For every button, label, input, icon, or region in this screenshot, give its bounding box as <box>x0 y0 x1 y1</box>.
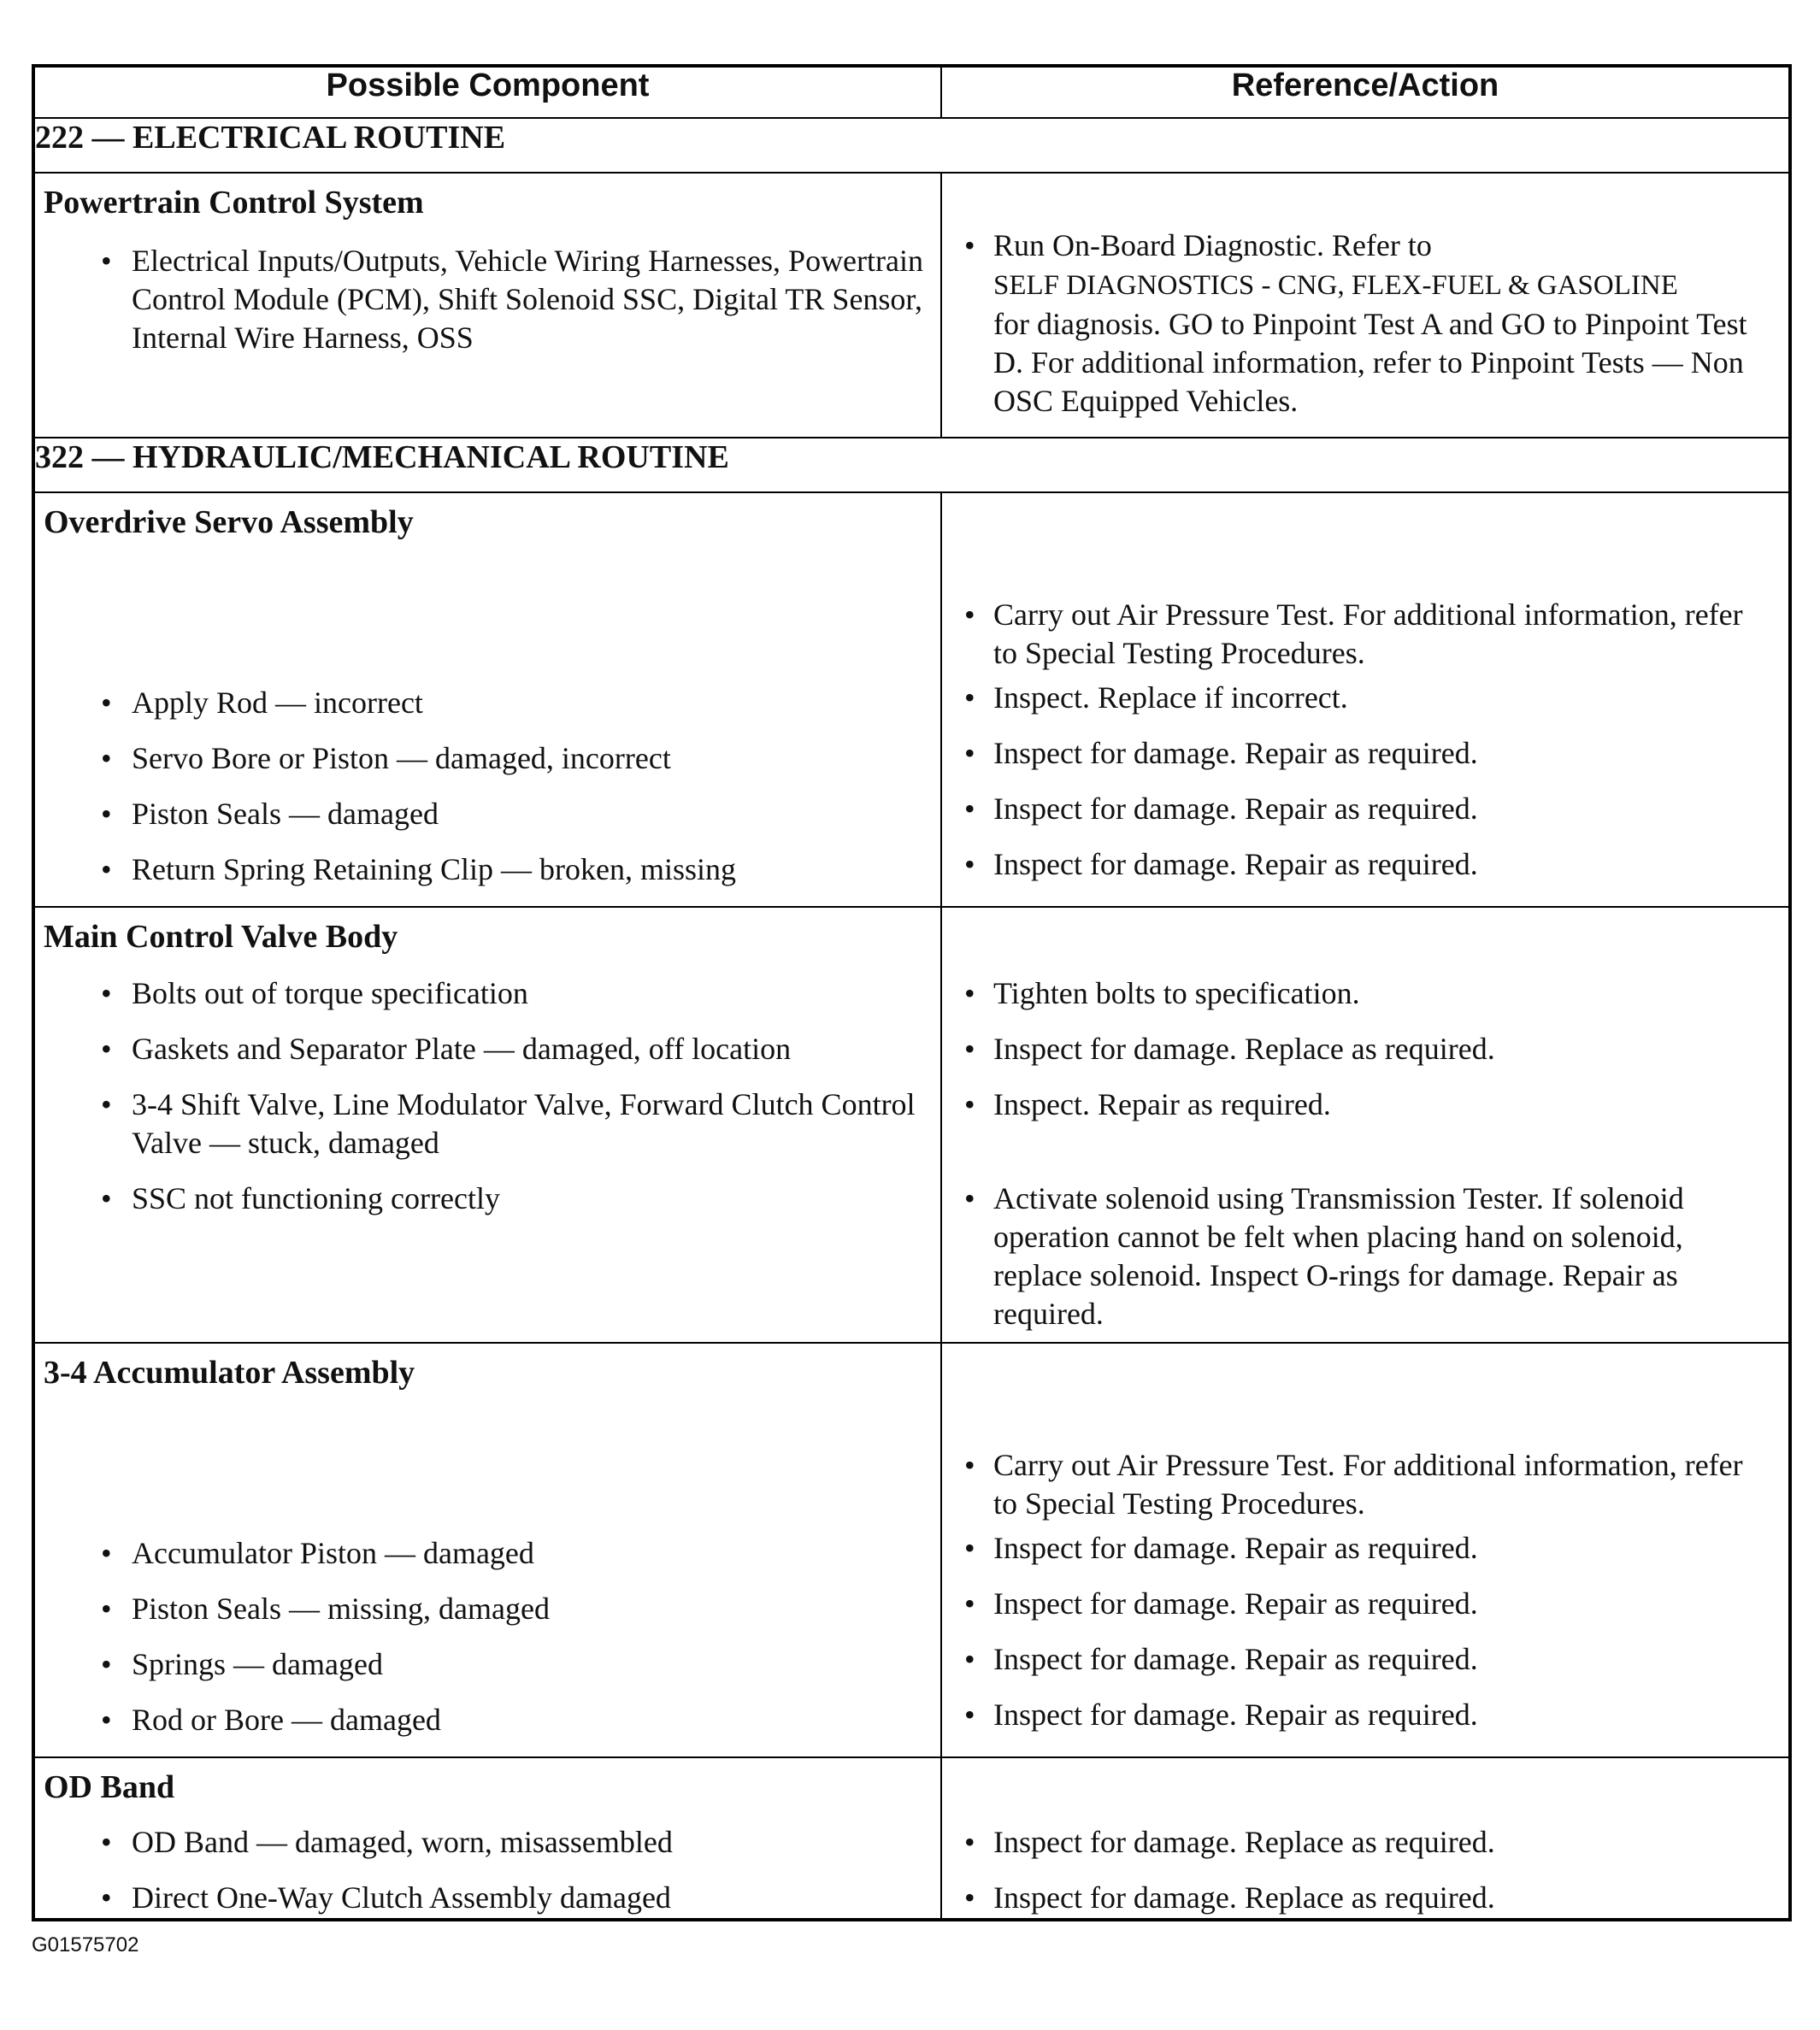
action-item: • Carry out Air Pressure Test. For additional information, refer to Special Testing Procedures. <box>942 1446 1788 1529</box>
action-item: • Inspect for damage. Repair as required. <box>942 1696 1788 1747</box>
action-cell <box>941 907 1790 1343</box>
action-item: • Inspect for damage. Replace as required. <box>942 1823 1788 1879</box>
component-cell <box>33 492 941 907</box>
component-item: • Bolts out of torque specification <box>35 974 940 1030</box>
action-item: • Inspect for damage. Repair as required. <box>942 1585 1788 1640</box>
component-item: • Piston Seals — damaged <box>35 795 940 850</box>
action-item: • Inspect for damage. Repair as required. <box>942 790 1788 845</box>
action-cell <box>941 1343 1790 1757</box>
group-title: Overdrive Servo Assembly <box>44 504 414 540</box>
action-text: for diagnosis. GO to Pinpoint Test A and GO to Pinpoint Test D. For additional information, refer to Pinpoint Tests — Non OSC Equipped Vehicles. <box>993 307 1747 418</box>
component-cell <box>33 173 941 438</box>
component-cell <box>33 1343 941 1757</box>
group-title: 3-4 Accumulator Assembly <box>44 1355 415 1391</box>
column-header-action: Reference/Action <box>941 66 1790 118</box>
action-cell <box>941 492 1790 907</box>
section-title: 322 — HYDRAULIC/MECHANICAL ROUTINE <box>33 438 1790 492</box>
component-item: • SSC not functioning correctly <box>35 1180 940 1218</box>
action-list <box>942 596 1788 897</box>
column-header-component: Possible Component <box>33 66 941 118</box>
section-title: 222 — ELECTRICAL ROUTINE <box>33 118 1790 173</box>
action-item: • Inspect for damage. Repair as required. <box>942 845 1788 897</box>
group-row <box>33 907 1790 1343</box>
component-item: • Springs — damaged <box>35 1645 940 1701</box>
component-item: • OD Band — damaged, worn, misassembled <box>35 1823 940 1879</box>
component-item: • 3-4 Shift Valve, Line Modulator Valve, Forward Clutch Control Valve — stuck, damaged <box>35 1086 940 1180</box>
action-item: • Carry out Air Pressure Test. For additional information, refer to Special Testing Procedures. <box>942 596 1788 679</box>
action-list <box>942 227 1788 421</box>
component-item: • Electrical Inputs/Outputs, Vehicle Wiring Harnesses, Powertrain Control Module (PCM), Shift Solenoid SSC, Digital TR Sensor, Internal Wire Harness, OSS <box>35 242 940 357</box>
component-cell <box>33 907 941 1343</box>
component-list <box>35 1823 940 1917</box>
action-item <box>942 227 1788 421</box>
group-row <box>33 173 1790 438</box>
component-list <box>35 1534 940 1756</box>
action-cell <box>941 173 1790 438</box>
component-item: • Rod or Bore — damaged <box>35 1701 940 1756</box>
action-item: • Activate solenoid using Transmission Tester. If solenoid operation cannot be felt when placing hand on solenoid, replace solenoid. Inspect O-rings for damage. Repair as required. <box>942 1180 1788 1333</box>
action-item: • Inspect for damage. Replace as required. <box>942 1030 1788 1086</box>
figure-id: G01575702 <box>32 1933 139 1956</box>
table-header-row <box>33 66 1790 118</box>
group-title: OD Band <box>44 1769 175 1805</box>
action-cell <box>941 1757 1790 1920</box>
action-list <box>942 1446 1788 1747</box>
component-item: • Return Spring Retaining Clip — broken, missing <box>35 850 940 906</box>
section-row <box>33 438 1790 492</box>
component-list <box>35 684 940 906</box>
action-list <box>942 974 1788 1333</box>
group-title: Main Control Valve Body <box>44 919 398 955</box>
group-row <box>33 1757 1790 1920</box>
component-item: • Accumulator Piston — damaged <box>35 1534 940 1590</box>
action-text: Run On-Board Diagnostic. Refer to <box>993 228 1432 262</box>
group-title: Powertrain Control System <box>44 185 424 221</box>
component-list <box>35 242 940 357</box>
component-item: • Apply Rod — incorrect <box>35 684 940 739</box>
action-list <box>942 1823 1788 1917</box>
component-item: • Servo Bore or Piston — damaged, incorrect <box>35 739 940 795</box>
component-list <box>35 974 940 1218</box>
component-item: • Gaskets and Separator Plate — damaged, off location <box>35 1030 940 1086</box>
diagnosis-table-container <box>32 64 1788 1921</box>
action-item: • Inspect. Replace if incorrect. <box>942 679 1788 734</box>
component-item: • Direct One-Way Clutch Assembly damaged <box>35 1879 940 1917</box>
reference-link-text: SELF DIAGNOSTICS - CNG, FLEX-FUEL & GASOLINE <box>993 270 1678 301</box>
action-item: • Inspect for damage. Repair as required. <box>942 1640 1788 1696</box>
group-row <box>33 492 1790 907</box>
group-row <box>33 1343 1790 1757</box>
component-cell <box>33 1757 941 1920</box>
action-item: • Inspect for damage. Repair as required. <box>942 734 1788 790</box>
action-item: • Inspect. Repair as required. <box>942 1086 1788 1180</box>
diagnosis-table <box>32 64 1792 1921</box>
action-item: • Tighten bolts to specification. <box>942 974 1788 1030</box>
section-row <box>33 118 1790 173</box>
component-item: • Piston Seals — missing, damaged <box>35 1590 940 1645</box>
action-item: • Inspect for damage. Replace as required. <box>942 1879 1788 1917</box>
action-item: • Inspect for damage. Repair as required. <box>942 1529 1788 1585</box>
